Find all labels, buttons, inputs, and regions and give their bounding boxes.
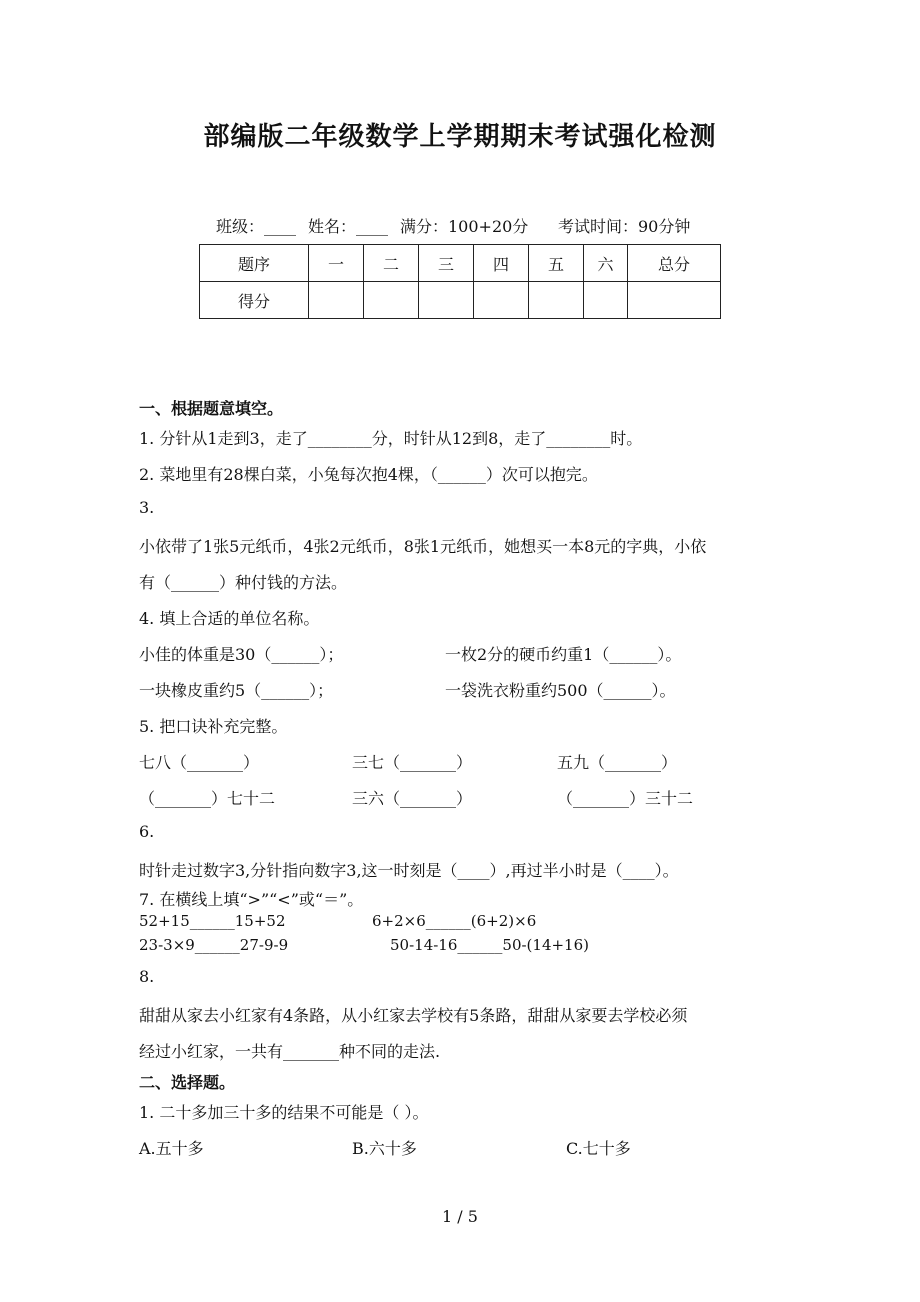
question-1-4-b: 一枚2分的硬币约重1（______）。 <box>445 645 682 664</box>
question-1-4: 4. 填上合适的单位名称。 <box>139 609 320 628</box>
class-label: 班级：____ <box>216 217 297 236</box>
table-cell: 三 <box>419 245 474 282</box>
question-1-5-c: 五九（_______） <box>557 753 678 772</box>
option-a: A.五十多 <box>139 1139 204 1158</box>
page-title: 部编版二年级数学上学期期末考试强化检测 <box>203 122 717 152</box>
score-input-cell[interactable] <box>364 282 419 319</box>
table-cell: 一 <box>309 245 364 282</box>
score-table-score-row <box>200 282 721 319</box>
option-b: B.六十多 <box>352 1139 417 1158</box>
table-cell: 四 <box>474 245 529 282</box>
question-1-7: 7. 在横线上填“>”“<”或“＝”。 <box>139 890 364 909</box>
question-1-5-b: 三七（_______） <box>352 753 473 772</box>
table-cell: 总分 <box>628 245 721 282</box>
section1-heading: 一、根据题意填空。 <box>139 399 284 418</box>
score-input-cell[interactable] <box>474 282 529 319</box>
section2-heading: 二、选择题。 <box>139 1073 236 1092</box>
question-1-1: 1. 分针从1走到3，走了________分，时针从12到8，走了________时。 <box>139 429 643 448</box>
question-1-7-b: 6+2×6______(6+2)×6 <box>372 912 537 930</box>
question-1-3-number: 3. <box>139 498 155 517</box>
question-1-3-line2: 有（______）种付钱的方法。 <box>139 573 348 592</box>
score-input-cell[interactable] <box>584 282 628 319</box>
question-1-7-c: 23-3×9______27-9-9 <box>139 936 289 954</box>
table-cell: 六 <box>584 245 628 282</box>
question-1-2: 2. 菜地里有28棵白菜，小兔每次抱4棵，（______）次可以抱完。 <box>139 465 598 484</box>
question-1-5-e: 三六（_______） <box>352 789 473 808</box>
question-1-8-number: 8. <box>139 967 155 986</box>
score-table <box>199 244 721 319</box>
score-input-cell[interactable] <box>419 282 474 319</box>
question-1-5-d: （_______）七十二 <box>139 789 276 808</box>
question-1-4-c: 一块橡皮重约5（______）； <box>139 681 334 700</box>
question-1-5-f: （_______）三十二 <box>557 789 694 808</box>
score-input-cell[interactable] <box>529 282 584 319</box>
question-1-7-d: 50-14-16______50-(14+16) <box>390 936 589 954</box>
table-cell: 题序 <box>200 245 309 282</box>
table-cell: 五 <box>529 245 584 282</box>
question-1-5: 5. 把口诀补充完整。 <box>139 717 288 736</box>
table-cell: 得分 <box>200 282 309 319</box>
exam-time-label: 考试时间：90分钟 <box>558 217 691 236</box>
table-cell: 二 <box>364 245 419 282</box>
name-label: 姓名：____ <box>308 217 389 236</box>
question-1-5-a: 七八（_______） <box>139 753 260 772</box>
question-1-3-line1: 小依带了1张5元纸币，4张2元纸币，8张1元纸币，她想买一本8元的字典，小依 <box>139 537 707 556</box>
full-score-label: 满分：100+20分 <box>400 217 529 236</box>
score-input-cell[interactable] <box>309 282 364 319</box>
score-input-cell[interactable] <box>628 282 721 319</box>
question-1-6-text: 时针走过数字3,分针指向数字3,这一时刻是（____）,再过半小时是（____）。 <box>139 861 679 880</box>
page-number: 1 / 5 <box>442 1207 478 1226</box>
question-2-1: 1. 二十多加三十多的结果不可能是（ ）。 <box>139 1103 429 1122</box>
question-1-4-d: 一袋洗衣粉重约500（______）。 <box>445 681 676 700</box>
question-1-8-line1: 甜甜从家去小红家有4条路，从小红家去学校有5条路，甜甜从家要去学校必须 <box>139 1006 688 1025</box>
question-1-6-number: 6. <box>139 822 155 841</box>
question-1-4-a: 小佳的体重是30（______）； <box>139 645 344 664</box>
question-1-8-line2: 经过小红家，一共有_______种不同的走法. <box>139 1042 441 1061</box>
question-1-7-a: 52+15______15+52 <box>139 912 286 930</box>
option-c: C.七十多 <box>566 1139 631 1158</box>
score-table-header-row <box>200 245 721 282</box>
